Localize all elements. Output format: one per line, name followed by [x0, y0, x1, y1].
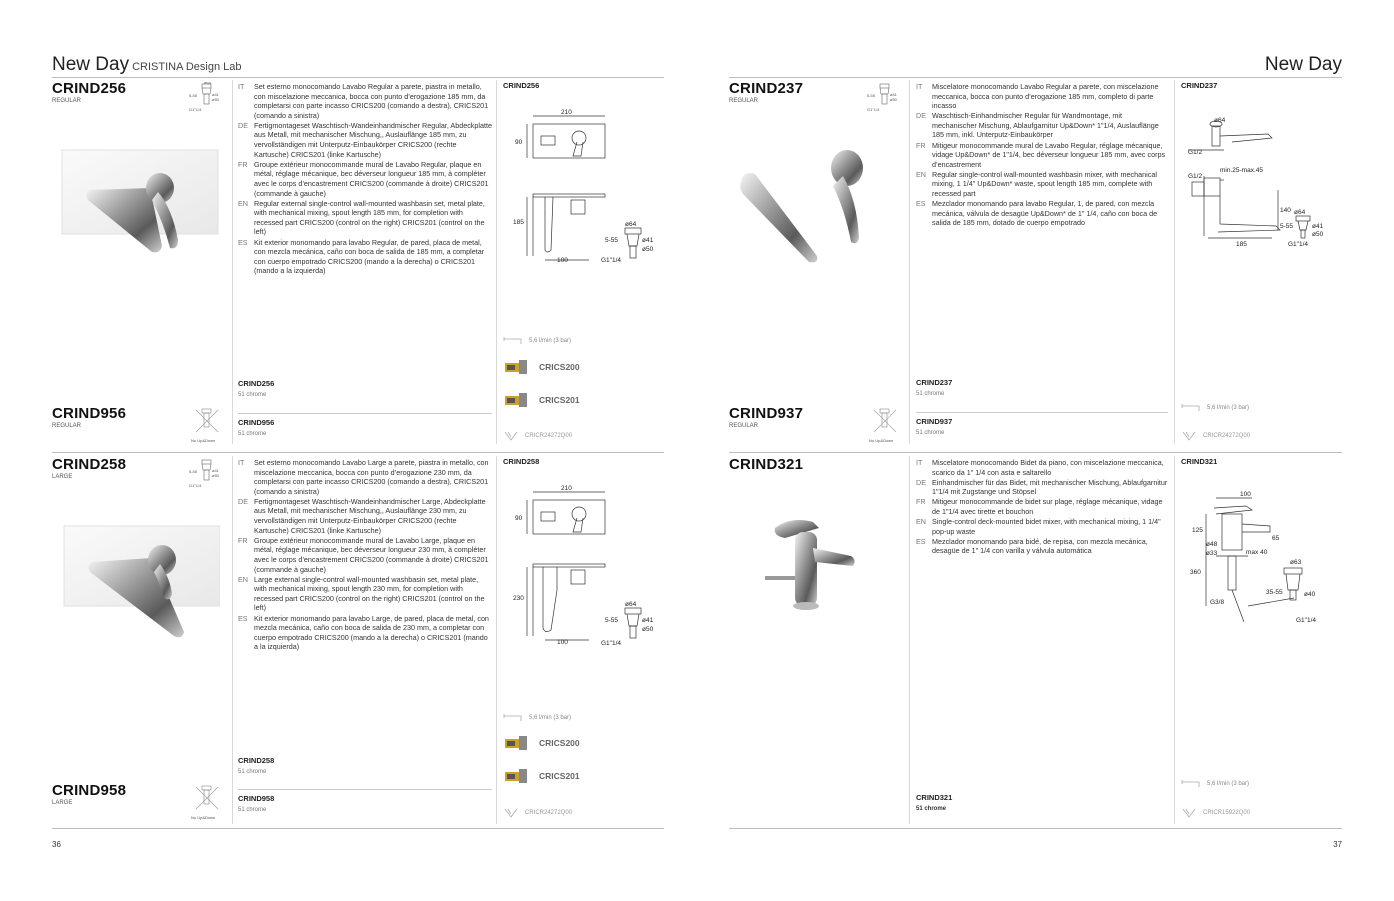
description-list: [916, 458, 1168, 556]
footer-rule: [729, 828, 1342, 829]
designer-name: CRISTINA Design Lab: [132, 61, 242, 73]
product-photo-crind256: [60, 148, 220, 260]
faucet-flow-icon: [503, 713, 525, 723]
description-it: IT Set esterno monocomando Lavabo Large a parete, piastra in metallo, con miscelazione meccanica, bocca con punto d’erogazione 230 mm, da completarsi con parte incasso CRICS200 (comando a destra), CRICS201 (comando a sinistra): [238, 458, 489, 496]
svg-text:125: 125: [1192, 527, 1203, 534]
recessed-part-1[interactable]: CRICS200: [503, 357, 580, 377]
finish-rule: [238, 789, 492, 790]
description-de: DE Einhandmischer für das Bidet, mit mechanischer Mischung, Ablaufgarnitur 1"1/4 mit Zugstange und Stöpsel: [916, 477, 1168, 497]
finish-code: CRIND258: [238, 756, 275, 765]
column-divider: [1174, 456, 1175, 824]
finish-text: 51 chrome: [238, 769, 267, 775]
finish-text: 51 chrome: [238, 392, 267, 398]
column-divider: [496, 80, 497, 444]
alt-product-code: CRIND937: [729, 405, 804, 422]
svg-text:90: 90: [515, 515, 523, 522]
svg-text:100: 100: [557, 257, 568, 264]
svg-text:G1"1/4: G1"1/4: [601, 257, 622, 264]
finish-code: CRIND321: [916, 793, 953, 802]
recessed-part-2[interactable]: CRICS201: [503, 390, 580, 410]
product-code: CRIND256: [52, 80, 127, 97]
alt-finish-block: [238, 418, 274, 437]
svg-text:ø41: ø41: [642, 237, 654, 244]
cartridge-code: CRICR24272Q00: [503, 430, 572, 442]
svg-text:G1/2: G1/2: [1188, 173, 1203, 180]
cartridge-code: CRICR15922Q00: [1181, 807, 1250, 819]
svg-text:G1"1/4: G1"1/4: [189, 107, 202, 112]
alt-product-heading: [52, 405, 126, 429]
cartridge-icon: [1181, 807, 1197, 819]
finish-rule: [916, 412, 1168, 413]
svg-text:100: 100: [557, 639, 568, 646]
description-en: EN Regular external single-control wall-mounted washbasin set, metal plate, with mechanical mixing, spout length 185 mm, for completion with recessed part CRICS200 (control on the right) CRICS201 (control on the left): [238, 198, 485, 237]
product-photo-crind258: [60, 522, 220, 640]
alt-product-variant: REGULAR: [729, 423, 759, 429]
alt-finish-text: 51 chrome: [238, 807, 267, 813]
flow-rate: 5,6 l/min (3 bar): [1181, 403, 1249, 413]
svg-text:ø64: ø64: [625, 221, 637, 228]
svg-text:65: 65: [1272, 535, 1280, 542]
right-brand-title: New Day: [1264, 54, 1342, 75]
svg-text:G1/2: G1/2: [1188, 149, 1203, 156]
no-updown-icon: [866, 406, 904, 444]
svg-text:230: 230: [513, 595, 524, 602]
svg-text:35-55: 35-55: [1266, 589, 1283, 596]
description-it: IT Set esterno monocomando Lavabo Regular a parete, piastra in metallo, con miscelazione meccanica, bocca con punto d’erogazione 185 mm, da completarsi con parte incasso CRICS200 (comando a destra), CRICS201 (comando a sinistra): [238, 82, 489, 120]
header-rule: [52, 77, 664, 78]
product-heading: [729, 80, 803, 104]
column-divider: [496, 456, 497, 824]
alt-product-variant: REGULAR: [52, 423, 82, 429]
alt-product-heading: [729, 405, 803, 429]
recessed-part-2[interactable]: CRICS201: [503, 766, 580, 786]
product-variant: REGULAR: [52, 98, 82, 104]
alt-finish-block: [916, 417, 952, 436]
description-de: DE Fertigmontageset Waschtisch-Wandeinhandmischer Regular, Abdeckplatte aus Metall, mit mechanischer Mischung,, Auslauflänge 185 mm, zu vervollständigen mit Unterputz-Einbaukörper CRICS200 (rechte Kartusche) CRICS201 (linke Kartusche): [238, 120, 492, 159]
svg-text:ø63: ø63: [1290, 559, 1302, 566]
svg-text:210: 210: [561, 109, 572, 116]
svg-text:360: 360: [1190, 569, 1201, 576]
svg-text:ø41: ø41: [212, 468, 219, 473]
svg-text:5-55: 5-55: [867, 93, 876, 98]
alt-finish-code: CRIND937: [916, 417, 953, 426]
section-rule: [52, 452, 664, 453]
description-en: EN Single-control deck-mounted bidet mixer, with mechanical mixing, 1 1/4" pop-up waste: [916, 517, 1161, 536]
waste-spec-icon: [188, 458, 224, 492]
no-updown-icon: [188, 783, 226, 821]
svg-text:G1"1/4: G1"1/4: [601, 640, 622, 647]
product-photo-crind321: [755, 512, 875, 612]
svg-text:ø64: ø64: [625, 601, 637, 608]
svg-text:ø48: ø48: [1206, 541, 1218, 548]
section-rule: [729, 452, 1342, 453]
technical-drawing-crind256: [505, 104, 665, 274]
faucet-flow-icon: [1181, 779, 1203, 789]
finish-block: [916, 378, 952, 397]
cartridge-icon: [503, 430, 519, 442]
faucet-flow-icon: [1181, 403, 1203, 413]
product-photo-crind237: [735, 146, 895, 264]
alt-product-code: CRIND958: [52, 782, 127, 799]
drawing-code: CRIND321: [1181, 457, 1218, 466]
svg-text:No Up&Down: No Up&Down: [191, 438, 216, 443]
column-divider: [232, 456, 233, 824]
cartridge-icon: [1181, 430, 1197, 442]
svg-text:max 40: max 40: [1246, 549, 1268, 556]
column-divider: [909, 456, 910, 824]
svg-text:ø64: ø64: [1294, 209, 1306, 216]
svg-text:5-55: 5-55: [605, 617, 619, 624]
page-number: 37: [1333, 840, 1342, 849]
svg-text:90: 90: [515, 139, 523, 146]
product-variant: REGULAR: [729, 98, 759, 104]
drawing-code: CRIND258: [503, 457, 540, 466]
alt-finish-block: [238, 794, 274, 813]
description-en: EN Large external single-control wall-mounted washbasin set, metal plate, with mechanical mixing, spout length 230 mm, for completion with recessed part CRICS200 (control on the right) CRICS201 (control on the left): [238, 574, 485, 613]
flow-rate: 5,6 l/min (3 bar): [503, 336, 571, 346]
cartridge-icon: [503, 807, 519, 819]
technical-drawing-crind258: [505, 480, 665, 652]
recessed-body-icon: [503, 357, 533, 377]
svg-text:185: 185: [513, 219, 524, 226]
drawing-code: CRIND237: [1181, 81, 1218, 90]
description-list: [238, 82, 492, 276]
product-code: CRIND258: [52, 456, 127, 473]
finish-code: CRIND256: [238, 379, 275, 388]
recessed-body-icon: [503, 733, 533, 753]
svg-text:ø50: ø50: [212, 473, 219, 478]
svg-text:140: 140: [1280, 207, 1291, 214]
description-it: IT Miscelatore monocomando Lavabo Regular a parete, con miscelazione meccanica, bocca con punto d’erogazione 185 mm, completo di parte incasso: [916, 82, 1159, 111]
finish-text: 51 chrome: [916, 391, 945, 397]
finish-block: [238, 379, 274, 398]
svg-text:ø40: ø40: [1304, 591, 1316, 598]
description-it: IT Miscelatore monocomando Bidet da piano, con miscelazione meccanica, scarico da 1" 1/4 con asta e saltarello: [916, 458, 1164, 477]
brand-name: New Day: [52, 54, 130, 75]
svg-text:ø64: ø64: [204, 82, 211, 85]
svg-text:210: 210: [561, 485, 572, 492]
svg-text:ø41: ø41: [642, 617, 654, 624]
description-fr: FR Mitigeur monocommande mural de Lavabo Regular, réglage mécanique, vidage Up&Down* de 1"1/4, bec déverseur longueur 185 mm, avec corps d’encastrement: [916, 140, 1166, 169]
finish-block: [238, 756, 274, 775]
svg-text:ø41: ø41: [1312, 223, 1324, 230]
alt-product-code: CRIND956: [52, 405, 127, 422]
description-list: [916, 82, 1168, 228]
column-divider: [1174, 80, 1175, 444]
svg-text:ø41: ø41: [212, 92, 219, 97]
product-heading: [729, 456, 803, 473]
alt-finish-code: CRIND958: [238, 794, 275, 803]
recessed-part-1[interactable]: CRICS200: [503, 733, 580, 753]
svg-text:min.25-max.45: min.25-max.45: [1220, 167, 1263, 174]
svg-text:5-55: 5-55: [605, 237, 619, 244]
faucet-flow-icon: [503, 336, 525, 346]
svg-text:ø41: ø41: [890, 92, 897, 97]
column-divider: [909, 80, 910, 444]
svg-text:ø64: ø64: [1214, 117, 1226, 124]
svg-text:100: 100: [1240, 491, 1251, 498]
product-heading: [52, 80, 126, 104]
technical-drawing-crind237: [1184, 112, 1340, 252]
technical-drawing-crind321: [1186, 486, 1340, 636]
alt-product-variant: LARGE: [52, 800, 73, 806]
flow-rate: 5,6 l/min (3 bar): [1181, 779, 1249, 789]
description-de: DE Waschtisch-Einhandmischer Regular für Wandmontage, mit mechanischer Mischung, Ablaufgarnitur Up&Down* 1"1/4, Auslauflänge 185 mm, inkl. Unterputz-Einbaukörper: [916, 111, 1159, 140]
description-list: [238, 458, 492, 652]
product-variant: LARGE: [52, 474, 73, 480]
description-es: ES Mezclador monomando para lavabo Regular, 1, de pared, con mezcla mecánica, válvula de desagüe Up&Down* de 1" 1/4, caño con boca de salida de 185 mm, dotado de cuerpo empotrado: [916, 199, 1158, 228]
alt-product-heading: [52, 782, 126, 806]
svg-text:No Up&Down: No Up&Down: [869, 438, 894, 443]
waste-spec-icon: [188, 82, 224, 116]
waste-spec-icon: [866, 82, 902, 116]
finish-text: 51 chrome: [916, 806, 947, 812]
flow-rate: 5,6 l/min (3 bar): [503, 713, 571, 723]
no-updown-icon: [188, 406, 226, 444]
svg-text:ø33: ø33: [1206, 550, 1218, 557]
cartridge-code: CRICR24272Q00: [1181, 430, 1250, 442]
description-fr: FR Groupe extérieur monocommande mural de Lavabo Regular, plaque en métal, réglage mécanique, bec déverseur longueur 185 mm, à compléter avec le corps d’encastrement CRICS200 (commande à droite) CRICS201 (commande à gauche): [238, 159, 489, 198]
svg-text:ø50: ø50: [890, 97, 897, 102]
footer-rule: [52, 828, 664, 829]
svg-text:G3/8: G3/8: [1210, 599, 1225, 606]
svg-text:5-55: 5-55: [189, 93, 198, 98]
product-heading: [52, 456, 126, 480]
alt-finish-text: 51 chrome: [238, 431, 267, 437]
finish-rule: [238, 413, 492, 414]
header-rule: [729, 77, 1342, 78]
svg-text:ø50: ø50: [642, 626, 654, 633]
description-en: EN Regular single-control wall-mounted washbasin mixer, with mechanical mixing, 1 1/4" Up&Down* waste, spout length 185 mm, complete with recessed part: [916, 169, 1157, 199]
svg-text:ø50: ø50: [1312, 231, 1324, 238]
drawing-code: CRIND256: [503, 81, 540, 90]
product-code: CRIND321: [729, 456, 804, 473]
column-divider: [232, 80, 233, 444]
recessed-body-icon: [503, 766, 533, 786]
svg-text:G1"1/4: G1"1/4: [189, 483, 202, 488]
description-fr: FR Groupe extérieur monocommande mural de Lavabo Large, plaque en métal, réglage mécanique, bec déverseur longueur 230 mm, à compléter avec le corps d’encastrement CRICS200 (commande à droite) CRICS201 (commande à gauche): [238, 535, 489, 574]
svg-text:ø50: ø50: [212, 97, 219, 102]
svg-text:185: 185: [1236, 241, 1247, 248]
finish-code: CRIND237: [916, 378, 953, 387]
recessed-body-icon: [503, 390, 533, 410]
alt-finish-text: 51 chrome: [916, 430, 945, 436]
svg-text:G1"1/4: G1"1/4: [1296, 617, 1317, 624]
alt-finish-code: CRIND956: [238, 418, 275, 427]
cartridge-code: CRICR24272Q00: [503, 807, 572, 819]
page-number: 36: [52, 840, 61, 849]
svg-text:ø50: ø50: [642, 246, 654, 253]
description-es: ES Mezclador monomando para bidé, de repisa, con mezcla mecánica, desagüe de 1" 1/4 con varilla y válvula automática: [916, 536, 1148, 556]
left-brand-title: [52, 54, 242, 76]
svg-text:No Up&Down: No Up&Down: [191, 815, 216, 820]
description-es: ES Kit exterior monomando para lavabo Large, de pared, placa de metal, con mezcla mecánica, caño con boca de salida de 230 mm, a completar con cuerpo empotrado CRICS200 (mando a la derecha) o CRICS201 (mando a la izquierda): [238, 613, 489, 652]
description-fr: FR Mitigeur monocommande de bidet sur plage, réglage mécanique, vidage de 1"1/4 avec tirette et bouchon: [916, 497, 1163, 516]
product-code: CRIND237: [729, 80, 804, 97]
description-es: ES Kit exterior monomando para lavabo Regular, de pared, placa de metal, con mezcla mecánica, caño con boca de salida de 185 mm, a completar con cuerpo empotrado CRICS200 (mando a la derecha) o CRICS201 (mando a la izquierda): [238, 237, 485, 276]
svg-text:G1"1/4: G1"1/4: [867, 107, 880, 112]
svg-text:5-55: 5-55: [189, 469, 198, 474]
svg-text:G1"1/4: G1"1/4: [1288, 241, 1309, 248]
finish-block: [916, 793, 952, 812]
description-de: DE Fertigmontageset Waschtisch-Wandeinhandmischer Large, Abdeckplatte aus Metall, mit mechanischer Mischung,, Auslauflänge 230 mm, zu vervollständigen mit Unterputz-Einbaukörper CRICS200 (rechte Kartusche) CRICS201 (linke Kartusche): [238, 496, 486, 535]
svg-text:5-55: 5-55: [1280, 223, 1294, 230]
